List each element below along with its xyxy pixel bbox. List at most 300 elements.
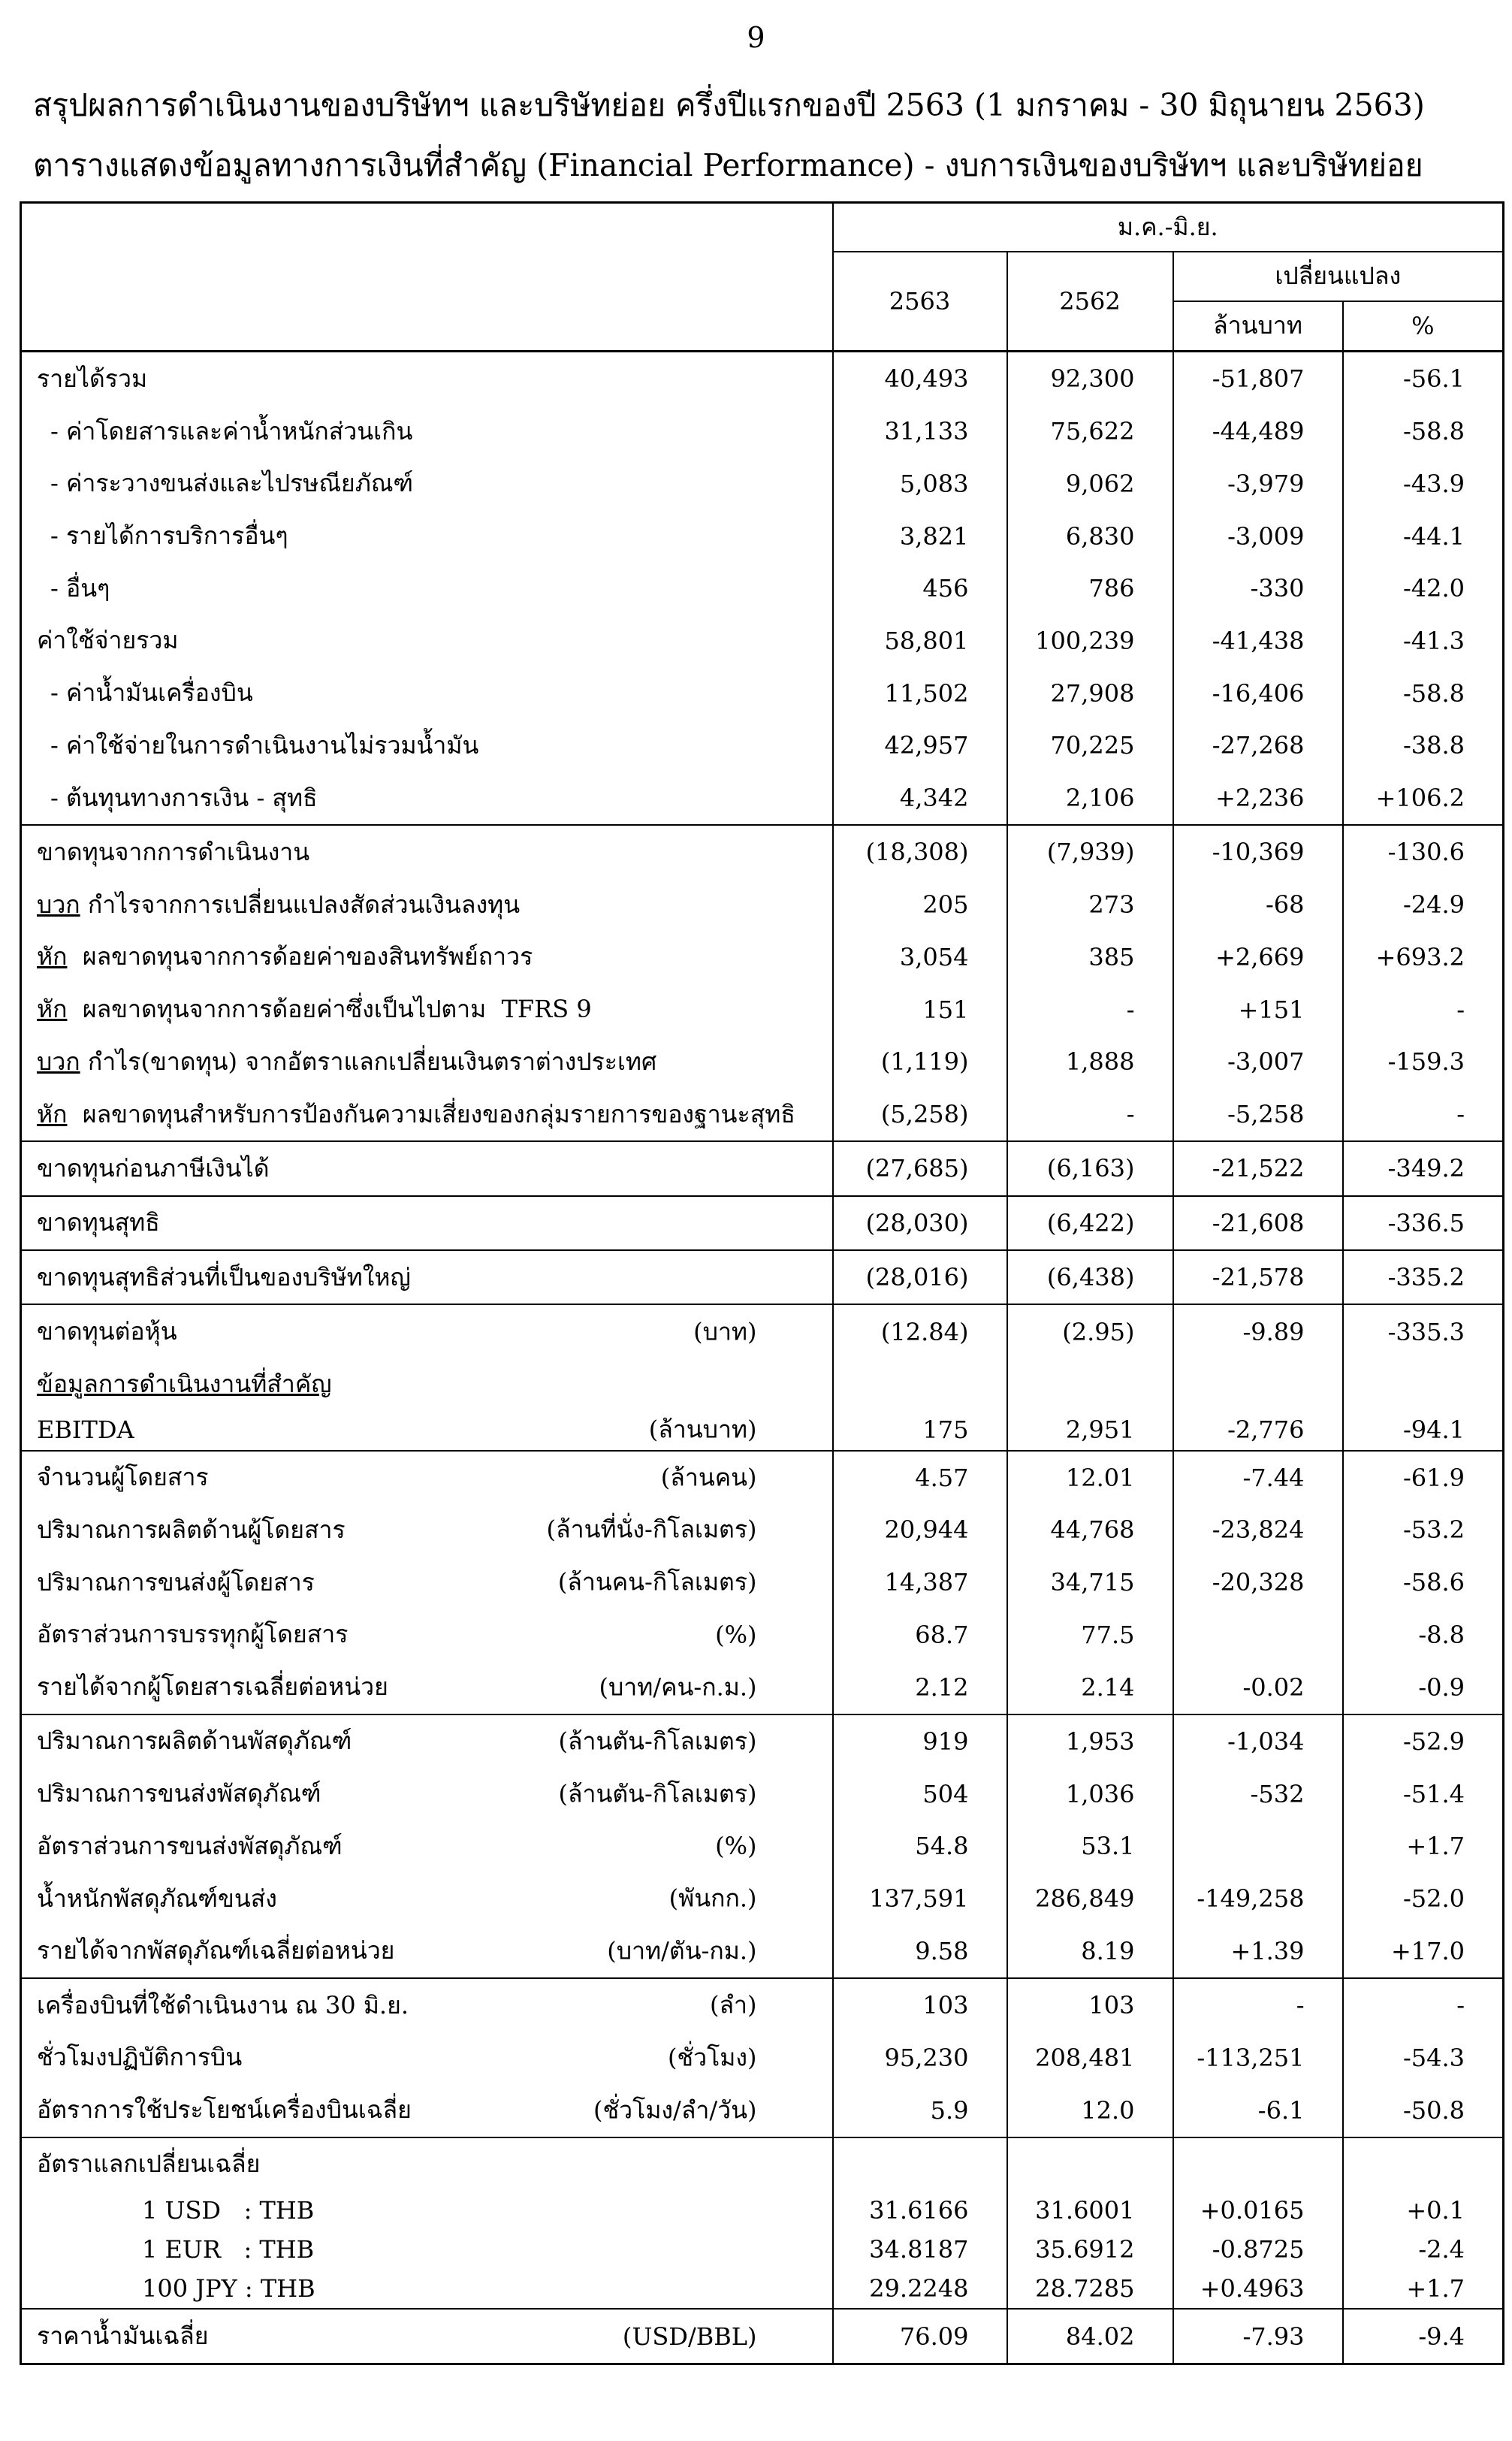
row-label-cell: [21, 1925, 833, 1978]
change-amount-cell: -6.1: [1173, 2084, 1343, 2137]
row-unit: (ล้านบาท): [648, 1415, 757, 1444]
row-label-cell: [21, 1035, 833, 1088]
row-label-cell: [21, 1250, 833, 1304]
row-label-text: ขาดทุนจากการดำเนินงาน: [37, 837, 310, 866]
value-2563-cell: 31.6166: [833, 2191, 1007, 2230]
row-label-text: - ต้นทุนทางการเงิน - สุทธิ: [50, 783, 318, 812]
change-amount-cell: -113,251: [1173, 2032, 1343, 2084]
table-row: [21, 2084, 1504, 2137]
value-2563-cell: [833, 2137, 1007, 2191]
row-label: [22, 838, 309, 866]
table-row: [21, 1141, 1504, 1195]
row-label-cell: [21, 1714, 833, 1768]
value-2563-cell: (27,685): [833, 1141, 1007, 1195]
row-label-cell: [21, 1358, 833, 1411]
change-percent-cell: -94.1: [1343, 1410, 1504, 1450]
row-label-cell: [21, 2137, 833, 2191]
change-percent-cell: -159.3: [1343, 1035, 1504, 1088]
table-row: [21, 1410, 1504, 1450]
value-2562-cell: 1,036: [1007, 1768, 1173, 1820]
table-row: [21, 1250, 1504, 1304]
row-unit: (บาท): [693, 1317, 757, 1346]
row-label-cell: [21, 2191, 833, 2230]
value-2562-cell: (6,438): [1007, 1250, 1173, 1304]
value-2562-cell: 34,715: [1007, 1556, 1173, 1609]
table-row: [21, 562, 1504, 615]
change-amount-cell: [1173, 1358, 1343, 1411]
change-amount-cell: [1173, 1609, 1343, 1661]
table-row: [21, 1714, 1504, 1768]
row-label: [22, 1100, 795, 1128]
change-percent-cell: -41.3: [1343, 615, 1504, 667]
table-row: [21, 2191, 1504, 2230]
value-2562-cell: 2,951: [1007, 1410, 1173, 1450]
value-2563-cell: 76.09: [833, 2309, 1007, 2364]
table-row: [21, 1088, 1504, 1141]
value-2563-cell: [833, 1358, 1007, 1411]
row-label-text: ขาดทุนสุทธิ: [37, 1208, 160, 1237]
row-keyword: หัก: [37, 995, 68, 1024]
row-label-text: รายได้จากพัสดุภัณฑ์เฉลี่ยต่อหน่วย: [37, 1936, 395, 1965]
value-2562-cell: 12.0: [1007, 2084, 1173, 2137]
change-amount-cell: -3,007: [1173, 1035, 1343, 1088]
value-2562-cell: 35.6912: [1007, 2230, 1173, 2269]
value-2562-cell: (6,163): [1007, 1141, 1173, 1195]
change-amount-cell: +0.0165: [1173, 2191, 1343, 2230]
row-label: [22, 1672, 388, 1701]
row-label-text: จำนวนผู้โดยสาร: [37, 1463, 209, 1492]
row-label-cell: [21, 615, 833, 667]
row-label: [22, 521, 288, 550]
row-label: [22, 2149, 260, 2178]
row-label-text: เครื่องบินที่ใช้ดำเนินงาน ณ 30 มิ.ย.: [37, 1990, 409, 2020]
row-label-cell: [21, 405, 833, 458]
change-amount-cell: -3,009: [1173, 510, 1343, 563]
value-2563-cell: (1,119): [833, 1035, 1007, 1088]
row-unit: (%): [715, 1832, 757, 1861]
row-label-text: ขาดทุนก่อนภาษีเงินได้: [37, 1153, 270, 1183]
value-2562-cell: 6,830: [1007, 510, 1173, 563]
row-label-cell: [21, 1410, 833, 1450]
table-row: [21, 1872, 1504, 1925]
change-percent-cell: -335.3: [1343, 1304, 1504, 1358]
value-2562-cell: 273: [1007, 878, 1173, 931]
row-unit: (บาท/คน-ก.ม.): [599, 1672, 757, 1702]
value-2563-cell: 95,230: [833, 2032, 1007, 2084]
row-label: [22, 1370, 332, 1398]
table-row: [21, 2269, 1504, 2309]
value-2562-cell: 92,300: [1007, 352, 1173, 406]
row-unit: (ชั่วโมง/ลำ/วัน): [593, 2095, 757, 2125]
table-row: [21, 1556, 1504, 1609]
row-label-cell: [21, 1504, 833, 1557]
change-percent-cell: +693.2: [1343, 931, 1504, 983]
row-label-cell: [21, 1556, 833, 1609]
table-row: [21, 1661, 1504, 1714]
row-label-cell: [21, 1609, 833, 1661]
value-2563-cell: (28,030): [833, 1196, 1007, 1250]
row-label: [22, 2043, 242, 2071]
value-2562-cell: 8.19: [1007, 1925, 1173, 1978]
value-2563-cell: 31,133: [833, 405, 1007, 458]
change-amount-cell: -10,369: [1173, 825, 1343, 878]
table-row: [21, 2137, 1504, 2191]
row-label-text: EBITDA: [37, 1415, 134, 1445]
header-year-current: 2563: [833, 252, 1007, 352]
row-label-text: อัตราส่วนการบรรทุกผู้โดยสาร: [37, 1620, 349, 1649]
change-percent-cell: -58.6: [1343, 1556, 1504, 1609]
value-2562-cell: 70,225: [1007, 719, 1173, 772]
change-percent-cell: -0.9: [1343, 1661, 1504, 1714]
row-label: [22, 364, 147, 393]
row-label-text: - ค่าโดยสารและค่าน้ำหนักส่วนเกิน: [50, 416, 413, 446]
change-amount-cell: -0.02: [1173, 1661, 1343, 1714]
table-row: [21, 1978, 1504, 2032]
row-label-text: อัตราส่วนการขนส่งพัสดุภัณฑ์: [37, 1831, 343, 1860]
row-label-cell: [21, 2084, 833, 2137]
row-label-text: อัตราการใช้ประโยชน์เครื่องบินเฉลี่ย: [37, 2095, 412, 2125]
row-label: [22, 1991, 409, 2020]
change-percent-cell: -: [1343, 1978, 1504, 2032]
row-label-text: - ค่าใช้จ่ายในการดำเนินงานไม่รวมน้ำมัน: [50, 730, 479, 760]
row-label: [22, 1568, 315, 1597]
row-label-cell: [21, 1088, 833, 1141]
table-row: [21, 405, 1504, 458]
row-label: [22, 1779, 321, 1808]
row-label-text: - อื่นๆ: [50, 573, 110, 603]
change-percent-cell: -52.9: [1343, 1714, 1504, 1768]
value-2562-cell: 286,849: [1007, 1872, 1173, 1925]
value-2562-cell: 100,239: [1007, 615, 1173, 667]
change-amount-cell: -7.93: [1173, 2309, 1343, 2364]
change-percent-cell: -9.4: [1343, 2309, 1504, 2364]
value-2562-cell: 31.6001: [1007, 2191, 1173, 2230]
table-row: [21, 825, 1504, 878]
row-label-cell: [21, 1196, 833, 1250]
row-label: [22, 1727, 352, 1755]
table-row: [21, 1925, 1504, 1978]
header-year-previous: 2562: [1007, 252, 1173, 352]
change-percent-cell: -336.5: [1343, 1196, 1504, 1250]
row-unit: (บาท/ตัน-กม.): [607, 1936, 757, 1965]
value-2563-cell: 68.7: [833, 1609, 1007, 1661]
row-label-cell: [21, 510, 833, 563]
row-label-cell: [21, 931, 833, 983]
row-label-cell: [21, 352, 833, 406]
change-amount-cell: -21,578: [1173, 1250, 1343, 1304]
value-2563-cell: 40,493: [833, 352, 1007, 406]
value-2562-cell: -: [1007, 1088, 1173, 1141]
page-number: 9: [747, 21, 765, 54]
change-amount-cell: +2,669: [1173, 931, 1343, 983]
change-percent-cell: -51.4: [1343, 1768, 1504, 1820]
row-label: [22, 995, 592, 1023]
row-label: [22, 1884, 277, 1913]
row-label-cell: [21, 667, 833, 720]
row-label-text: ผลขาดทุนจากการด้อยค่าซึ่งเป็นไปตาม TFRS 9: [67, 995, 592, 1024]
table-row: [21, 1504, 1504, 1557]
value-2563-cell: 54.8: [833, 1820, 1007, 1873]
row-label: [22, 417, 412, 446]
value-2563-cell: 29.2248: [833, 2269, 1007, 2309]
value-2562-cell: 53.1: [1007, 1820, 1173, 1873]
row-label-text: ขาดทุนต่อหุ้น: [37, 1317, 177, 1346]
value-2563-cell: 137,591: [833, 1872, 1007, 1925]
header-change-amount: ล้านบาท: [1173, 301, 1343, 352]
table-row: [21, 878, 1504, 931]
table-row: [21, 1358, 1504, 1411]
value-2563-cell: 5,083: [833, 458, 1007, 510]
row-unit: (ล้านที่นั่ง-กิโลเมตร): [546, 1515, 757, 1544]
table-row: [21, 931, 1504, 983]
value-2563-cell: 175: [833, 1410, 1007, 1450]
row-label: [22, 1832, 343, 1860]
row-label: [22, 2235, 314, 2264]
row-label: [22, 1154, 270, 1183]
row-label-text: 1 EUR : THB: [142, 2234, 315, 2264]
change-amount-cell: -21,608: [1173, 1196, 1343, 1250]
value-2563-cell: 456: [833, 562, 1007, 615]
row-label-text: ผลขาดทุนสำหรับการป้องกันความเสี่ยงของกลุ่มรายการของฐานะสุทธิ: [67, 1099, 795, 1128]
value-2562-cell: 84.02: [1007, 2309, 1173, 2364]
row-label-text: อัตราแลกเปลี่ยนเฉลี่ย: [37, 2149, 261, 2179]
row-label: [22, 1463, 209, 1491]
table-row: [21, 1304, 1504, 1358]
financial-performance-table: [20, 201, 1504, 2365]
row-unit: (ล้านตัน-กิโลเมตร): [558, 1779, 757, 1808]
change-amount-cell: -1,034: [1173, 1714, 1343, 1768]
table-row: [21, 352, 1504, 406]
row-label: [22, 469, 413, 497]
row-label: [22, 1317, 177, 1346]
row-label-text: ปริมาณการขนส่งผู้โดยสาร: [37, 1567, 315, 1597]
table-row: [21, 772, 1504, 825]
row-label-cell: [21, 1304, 833, 1358]
value-2563-cell: 58,801: [833, 615, 1007, 667]
table-body: [21, 352, 1504, 2364]
table-row: [21, 1768, 1504, 1820]
value-2562-cell: (7,939): [1007, 825, 1173, 878]
value-2562-cell: 12.01: [1007, 1451, 1173, 1504]
value-2563-cell: 504: [833, 1768, 1007, 1820]
row-label: [22, 626, 178, 654]
table-row: [21, 667, 1504, 720]
change-percent-cell: -: [1343, 1088, 1504, 1141]
row-label-cell: [21, 2230, 833, 2269]
row-label: [22, 2196, 314, 2225]
change-percent-cell: -2.4: [1343, 2230, 1504, 2269]
change-amount-cell: -0.8725: [1173, 2230, 1343, 2269]
change-percent-cell: +1.7: [1343, 1820, 1504, 1873]
row-label: [22, 1620, 348, 1648]
row-label-cell: [21, 562, 833, 615]
table-row: [21, 1451, 1504, 1504]
value-2562-cell: 1,953: [1007, 1714, 1173, 1768]
row-keyword: บวก: [37, 890, 80, 919]
row-keyword: หัก: [37, 1099, 68, 1128]
value-2562-cell: 75,622: [1007, 405, 1173, 458]
value-2563-cell: 151: [833, 983, 1007, 1036]
change-percent-cell: -24.9: [1343, 878, 1504, 931]
change-percent-cell: +0.1: [1343, 2191, 1504, 2230]
change-amount-cell: -149,258: [1173, 1872, 1343, 1925]
table-row: [21, 1035, 1504, 1088]
change-amount-cell: -51,807: [1173, 352, 1343, 406]
change-amount-cell: -23,824: [1173, 1504, 1343, 1557]
change-percent-cell: -: [1343, 983, 1504, 1036]
change-amount-cell: +1.39: [1173, 1925, 1343, 1978]
row-label: [22, 1515, 346, 1544]
change-percent-cell: [1343, 1358, 1504, 1411]
change-percent-cell: [1343, 2137, 1504, 2191]
value-2563-cell: 3,821: [833, 510, 1007, 563]
report-title: สรุปผลการดำเนินงานของบริษัทฯ และบริษัทย่อย ครึ่งปีแรกของปี 2563 (1 มกราคม - 30 มิถุนายน 2563): [33, 87, 1425, 123]
row-unit: (ล้านคน): [660, 1463, 757, 1492]
row-label-cell: [21, 719, 833, 772]
row-label: [22, 890, 520, 919]
row-keyword: ข้อมูลการดำเนินงานที่สำคัญ: [37, 1369, 332, 1398]
value-2562-cell: 44,768: [1007, 1504, 1173, 1557]
row-label-text: ปริมาณการผลิตด้านพัสดุภัณฑ์: [37, 1727, 352, 1756]
value-2562-cell: 103: [1007, 1978, 1173, 2032]
row-label-text: ปริมาณการผลิตด้านผู้โดยสาร: [37, 1515, 346, 1544]
value-2562-cell: 27,908: [1007, 667, 1173, 720]
change-percent-cell: -43.9: [1343, 458, 1504, 510]
row-label: [22, 2274, 315, 2303]
row-label-cell: [21, 878, 833, 931]
change-percent-cell: -58.8: [1343, 667, 1504, 720]
row-label-cell: [21, 1661, 833, 1714]
value-2562-cell: 2,106: [1007, 772, 1173, 825]
row-label: [22, 678, 253, 707]
row-label: [22, 784, 318, 812]
row-label: [22, 2095, 412, 2124]
change-percent-cell: -53.2: [1343, 1504, 1504, 1557]
change-percent-cell: -130.6: [1343, 825, 1504, 878]
change-percent-cell: -44.1: [1343, 510, 1504, 563]
row-label-text: รายได้จากผู้โดยสารเฉลี่ยต่อหน่วย: [37, 1672, 388, 1702]
row-label-text: ค่าใช้จ่ายรวม: [37, 626, 179, 655]
table-row: [21, 1196, 1504, 1250]
change-amount-cell: -16,406: [1173, 667, 1343, 720]
change-percent-cell: -42.0: [1343, 562, 1504, 615]
row-label-text: กำไรจากการเปลี่ยนแปลงสัดส่วนเงินลงทุน: [80, 890, 521, 919]
row-unit: (ลำ): [709, 1990, 757, 2020]
header-period: ม.ค.-มิ.ย.: [833, 203, 1504, 252]
row-label-cell: [21, 458, 833, 510]
value-2563-cell: (12.84): [833, 1304, 1007, 1358]
value-2563-cell: 42,957: [833, 719, 1007, 772]
row-unit: (ชั่วโมง): [667, 2043, 757, 2072]
change-percent-cell: -54.3: [1343, 2032, 1504, 2084]
row-label: [22, 731, 478, 760]
row-label-cell: [21, 983, 833, 1036]
table-row: [21, 1820, 1504, 1873]
change-percent-cell: -58.8: [1343, 405, 1504, 458]
row-keyword: บวก: [37, 1047, 80, 1076]
change-percent-cell: +17.0: [1343, 1925, 1504, 1978]
row-unit: (พันกก.): [668, 1884, 757, 1913]
change-amount-cell: +2,236: [1173, 772, 1343, 825]
change-percent-cell: -56.1: [1343, 352, 1504, 406]
change-percent-cell: -8.8: [1343, 1609, 1504, 1661]
value-2562-cell: [1007, 2137, 1173, 2191]
value-2563-cell: 919: [833, 1714, 1007, 1768]
header-blank: [21, 203, 833, 352]
row-label: [22, 1263, 411, 1291]
row-label-cell: [21, 825, 833, 878]
row-unit: (USD/BBL): [622, 2322, 757, 2351]
row-label-text: ราคาน้ำมันเฉลี่ย: [37, 2322, 209, 2351]
value-2563-cell: 11,502: [833, 667, 1007, 720]
row-label-cell: [21, 2269, 833, 2309]
change-amount-cell: -2,776: [1173, 1410, 1343, 1450]
value-2563-cell: 9.58: [833, 1925, 1007, 1978]
row-label-cell: [21, 1451, 833, 1504]
change-percent-cell: -349.2: [1343, 1141, 1504, 1195]
value-2563-cell: 205: [833, 878, 1007, 931]
table-row: [21, 1609, 1504, 1661]
row-label-cell: [21, 1872, 833, 1925]
change-amount-cell: [1173, 2137, 1343, 2191]
row-label: [22, 1936, 394, 1965]
change-amount-cell: -532: [1173, 1768, 1343, 1820]
value-2563-cell: 3,054: [833, 931, 1007, 983]
row-label: [22, 1415, 134, 1444]
row-label: [22, 2322, 208, 2350]
value-2562-cell: (6,422): [1007, 1196, 1173, 1250]
table-row: [21, 615, 1504, 667]
value-2563-cell: 4.57: [833, 1451, 1007, 1504]
row-label: [22, 942, 533, 971]
row-unit: (ล้านตัน-กิโลเมตร): [558, 1727, 757, 1756]
row-keyword: หัก: [37, 942, 68, 971]
value-2562-cell: 9,062: [1007, 458, 1173, 510]
value-2563-cell: 5.9: [833, 2084, 1007, 2137]
row-label-text: ผลขาดทุนจากการด้อยค่าของสินทรัพย์ถาวร: [67, 942, 533, 971]
row-label-text: 100 JPY : THB: [142, 2273, 315, 2303]
row-label-text: - ค่าระวางขนส่งและไปรษณียภัณฑ์: [50, 469, 414, 498]
table-row: [21, 2309, 1504, 2364]
row-label-cell: [21, 2032, 833, 2084]
row-label-cell: [21, 772, 833, 825]
row-label-text: - รายได้การบริการอื่นๆ: [50, 521, 288, 550]
value-2563-cell: 4,342: [833, 772, 1007, 825]
row-label: [22, 574, 110, 603]
value-2562-cell: [1007, 1358, 1173, 1411]
change-percent-cell: -61.9: [1343, 1451, 1504, 1504]
value-2563-cell: (18,308): [833, 825, 1007, 878]
row-label: [22, 1208, 160, 1237]
change-percent-cell: -335.2: [1343, 1250, 1504, 1304]
row-unit: (ล้านคน-กิโลเมตร): [557, 1567, 757, 1597]
table-row: [21, 2230, 1504, 2269]
header-change-percent: %: [1343, 301, 1504, 352]
row-label-text: รายได้รวม: [37, 364, 148, 393]
change-amount-cell: +0.4963: [1173, 2269, 1343, 2309]
change-amount-cell: -: [1173, 1978, 1343, 2032]
header-change: เปลี่ยนแปลง: [1173, 252, 1504, 301]
value-2563-cell: (5,258): [833, 1088, 1007, 1141]
value-2563-cell: 20,944: [833, 1504, 1007, 1557]
change-amount-cell: -27,268: [1173, 719, 1343, 772]
row-label-cell: [21, 1141, 833, 1195]
value-2562-cell: -: [1007, 983, 1173, 1036]
value-2563-cell: 2.12: [833, 1661, 1007, 1714]
value-2562-cell: 786: [1007, 562, 1173, 615]
row-label-cell: [21, 1768, 833, 1820]
value-2562-cell: 28.7285: [1007, 2269, 1173, 2309]
